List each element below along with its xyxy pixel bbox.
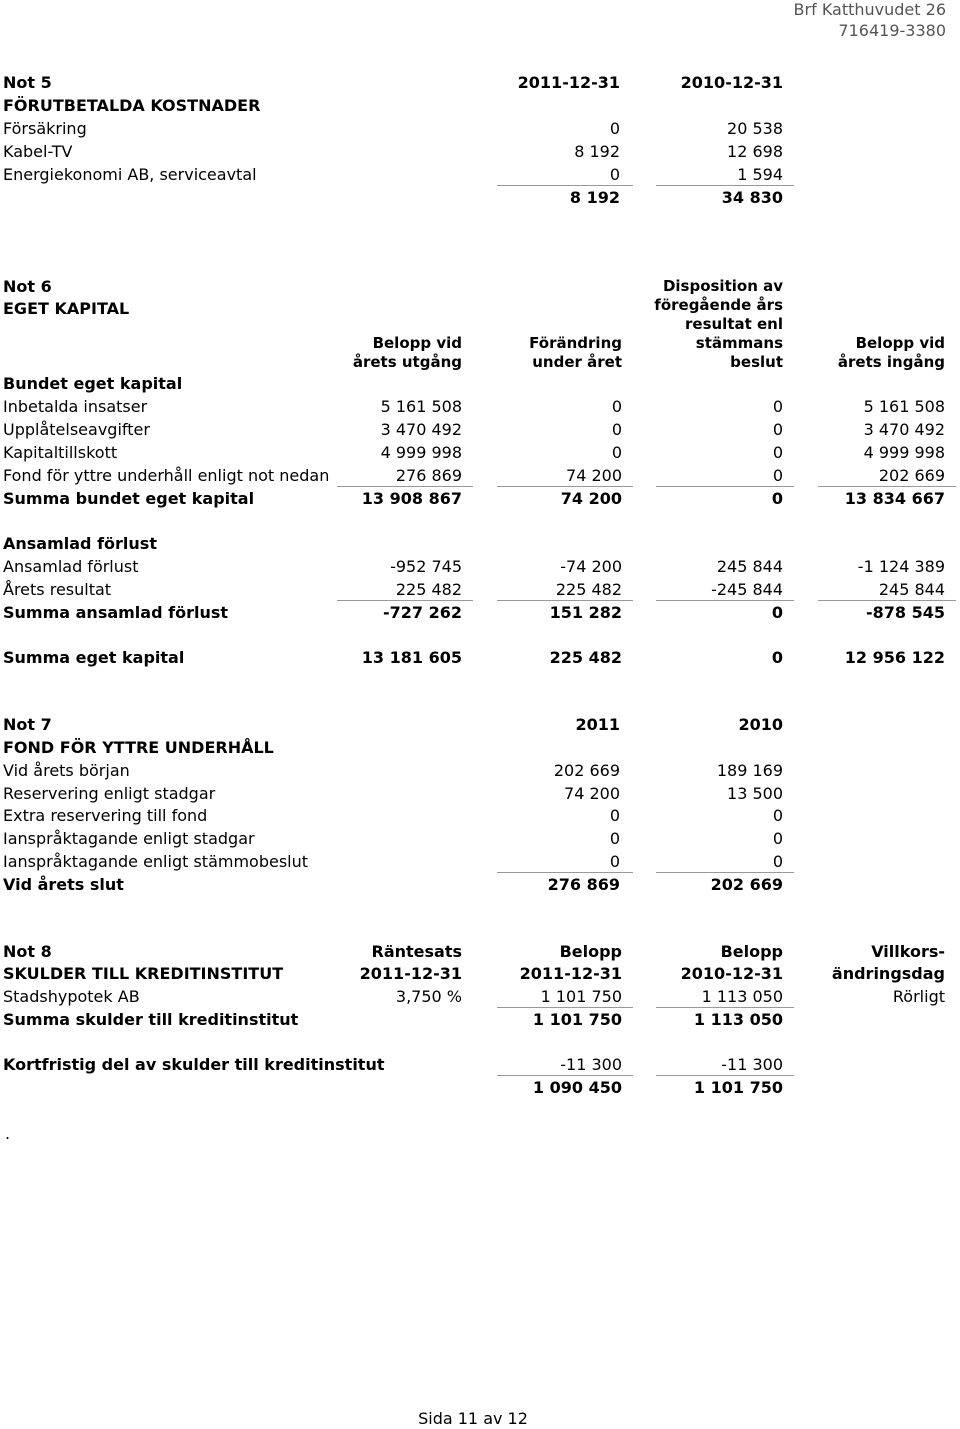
table-cell: 0 xyxy=(772,852,783,871)
col-header-change: under året xyxy=(532,353,622,371)
table-cell: 13 834 667 xyxy=(844,489,945,508)
note-7-title: Not 7 xyxy=(3,715,52,734)
stray-mark: . xyxy=(5,1124,11,1143)
table-cell: 0 xyxy=(772,443,783,462)
table-cell: 4 999 998 xyxy=(863,443,945,462)
note-6-subtitle: EGET KAPITAL xyxy=(3,299,130,318)
table-cell: 0 xyxy=(772,420,783,439)
note-5-row-label: Energiekonomi AB, serviceavtal xyxy=(3,165,257,184)
divider xyxy=(497,1007,633,1008)
table-cell: 3 470 492 xyxy=(863,420,945,439)
table-cell: 0 xyxy=(772,397,783,416)
col-header-rate: Räntesats xyxy=(371,942,462,961)
divider xyxy=(337,486,473,487)
col-header-change: Förändring xyxy=(529,334,622,352)
note-8-sum-label: Summa skulder till kreditinstitut xyxy=(3,1010,299,1029)
table-cell: 0 xyxy=(772,806,783,825)
table-cell: -878 545 xyxy=(865,603,945,622)
table-cell: 5 161 508 xyxy=(380,397,462,416)
note-5-col2-header: 2010-12-31 xyxy=(680,73,783,92)
table-cell: 3,750 % xyxy=(395,987,462,1006)
note-8-short-label: Kortfristig del av skulder till kreditinstitut xyxy=(3,1055,385,1074)
note-8-title: Not 8 xyxy=(3,942,52,961)
col-header-closing: Belopp vid xyxy=(372,334,462,352)
table-row-label: Ianspråktagande enligt stadgar xyxy=(3,829,255,848)
table-row-label: Extra reservering till fond xyxy=(3,806,208,825)
note-5-title: Not 5 xyxy=(3,73,52,92)
note-8-subtitle: SKULDER TILL KREDITINSTITUT xyxy=(3,964,284,983)
table-cell: -245 844 xyxy=(711,580,783,599)
table-row-label: Upplåtelseavgifter xyxy=(3,420,150,439)
table-cell: 4 999 998 xyxy=(380,443,462,462)
divider xyxy=(337,600,473,601)
table-cell: 0 xyxy=(609,829,620,848)
note-5-subtitle: FÖRUTBETALDA KOSTNADER xyxy=(3,96,261,115)
note-5-row-v1: 0 xyxy=(609,119,620,138)
table-cell: 13 181 605 xyxy=(361,648,462,667)
table-cell: 0 xyxy=(611,420,622,439)
note-5-total-v1: 8 192 xyxy=(569,188,620,207)
note-5-col1-header: 2011-12-31 xyxy=(517,73,620,92)
divider xyxy=(818,600,956,601)
table-cell: Rörligt xyxy=(892,987,945,1006)
col-header-amount: 2011-12-31 xyxy=(519,964,622,983)
table-cell: 1 113 050 xyxy=(701,987,783,1006)
divider xyxy=(656,185,794,186)
table-cell: 245 844 xyxy=(716,557,783,576)
table-cell: 12 956 122 xyxy=(844,648,945,667)
table-cell: 0 xyxy=(609,852,620,871)
table-row-label: Fond för yttre underhåll enligt not nedan xyxy=(3,466,330,485)
note-6-title: Not 6 xyxy=(3,277,52,296)
section-bundet-title: Bundet eget kapital xyxy=(3,374,183,393)
table-cell: 74 200 xyxy=(564,784,620,803)
table-cell: 225 482 xyxy=(555,580,622,599)
table-cell: 1 101 750 xyxy=(540,987,622,1006)
sum-forlust-label: Summa ansamlad förlust xyxy=(3,603,228,622)
table-cell: 0 xyxy=(772,829,783,848)
table-row-label: Kapitaltillskott xyxy=(3,443,118,462)
org-number: 716419-3380 xyxy=(838,21,946,40)
sum-bundet-label: Summa bundet eget kapital xyxy=(3,489,255,508)
note-5-row-label: Försäkring xyxy=(3,119,87,138)
col-header-rate: 2011-12-31 xyxy=(359,964,462,983)
divider xyxy=(497,600,633,601)
note-5-row-v2: 20 538 xyxy=(727,119,783,138)
table-cell: 74 200 xyxy=(560,489,622,508)
note-7-total-label: Vid årets slut xyxy=(3,875,124,894)
divider xyxy=(656,600,794,601)
divider xyxy=(656,1075,794,1076)
org-name: Brf Katthuvudet 26 xyxy=(793,0,946,19)
col-header-amount: 2010-12-31 xyxy=(680,964,783,983)
table-cell: -11 300 xyxy=(721,1055,783,1074)
sum-eget-kapital-label: Summa eget kapital xyxy=(3,648,185,667)
table-cell: 1 090 450 xyxy=(532,1078,622,1097)
table-cell: 0 xyxy=(771,489,783,508)
col-header-disposition: föregående års xyxy=(654,296,783,314)
divider xyxy=(656,486,794,487)
table-cell: 189 169 xyxy=(716,761,783,780)
table-cell: 202 669 xyxy=(878,466,945,485)
table-cell: 276 869 xyxy=(547,875,620,894)
note-5-row-v2: 12 698 xyxy=(727,142,783,161)
table-cell: 5 161 508 xyxy=(863,397,945,416)
table-cell: -1 124 389 xyxy=(857,557,945,576)
table-row-label: Inbetalda insatser xyxy=(3,397,148,416)
divider xyxy=(497,1075,633,1076)
table-cell: -74 200 xyxy=(560,557,622,576)
table-cell: 1 101 750 xyxy=(532,1010,622,1029)
table-cell: 276 869 xyxy=(395,466,462,485)
note-5-row-label: Kabel-TV xyxy=(3,142,73,161)
page-number: Sida 11 av 12 xyxy=(418,1409,528,1428)
table-cell: 0 xyxy=(771,603,783,622)
table-cell: -727 262 xyxy=(382,603,462,622)
table-cell: 225 482 xyxy=(395,580,462,599)
divider xyxy=(818,486,956,487)
table-cell: -952 745 xyxy=(390,557,462,576)
table-row-label: Stadshypotek AB xyxy=(3,987,140,1006)
col-header-disposition: resultat enl xyxy=(685,315,783,333)
table-cell: 0 xyxy=(772,466,783,485)
table-cell: 0 xyxy=(771,648,783,667)
note-5-row-v1: 8 192 xyxy=(574,142,620,161)
divider xyxy=(656,1007,794,1008)
divider xyxy=(497,185,633,186)
col-header-term: ändringsdag xyxy=(831,964,945,983)
divider xyxy=(497,872,633,873)
table-row-label: Vid årets början xyxy=(3,761,130,780)
table-cell: 0 xyxy=(609,806,620,825)
table-cell: 13 500 xyxy=(727,784,783,803)
col-header-opening: årets ingång xyxy=(837,353,945,371)
section-forlust-title: Ansamlad förlust xyxy=(3,534,157,553)
col-header-amount: Belopp xyxy=(720,942,783,961)
table-cell: 202 669 xyxy=(553,761,620,780)
table-cell: 13 908 867 xyxy=(361,489,462,508)
table-cell: 0 xyxy=(611,397,622,416)
note-7-col1-header: 2011 xyxy=(575,715,620,734)
table-row-label: Reservering enligt stadgar xyxy=(3,784,216,803)
table-cell: 1 101 750 xyxy=(693,1078,783,1097)
table-cell: 151 282 xyxy=(549,603,622,622)
table-cell: 0 xyxy=(611,443,622,462)
table-cell: 225 482 xyxy=(549,648,622,667)
note-5-row-v2: 1 594 xyxy=(737,165,783,184)
col-header-amount: Belopp xyxy=(559,942,622,961)
table-cell: 245 844 xyxy=(878,580,945,599)
divider xyxy=(656,872,794,873)
table-cell: 202 669 xyxy=(710,875,783,894)
note-7-col2-header: 2010 xyxy=(738,715,783,734)
table-row-label: Årets resultat xyxy=(3,580,112,599)
col-header-disposition: stämmans xyxy=(695,334,783,352)
note-5-row-v1: 0 xyxy=(609,165,620,184)
table-row-label: Ansamlad förlust xyxy=(3,557,139,576)
table-cell: -11 300 xyxy=(560,1055,622,1074)
table-cell: 74 200 xyxy=(566,466,622,485)
table-cell: 1 113 050 xyxy=(693,1010,783,1029)
note-7-subtitle: FOND FÖR YTTRE UNDERHÅLL xyxy=(3,738,274,757)
col-header-closing: årets utgång xyxy=(352,353,462,371)
divider xyxy=(497,486,633,487)
note-5-total-v2: 34 830 xyxy=(721,188,783,207)
col-header-opening: Belopp vid xyxy=(855,334,945,352)
col-header-term: Villkors- xyxy=(871,942,945,961)
col-header-disposition: Disposition av xyxy=(662,277,783,295)
col-header-disposition: beslut xyxy=(730,353,783,371)
table-row-label: Ianspråktagande enligt stämmobeslut xyxy=(3,852,309,871)
table-cell: 3 470 492 xyxy=(380,420,462,439)
